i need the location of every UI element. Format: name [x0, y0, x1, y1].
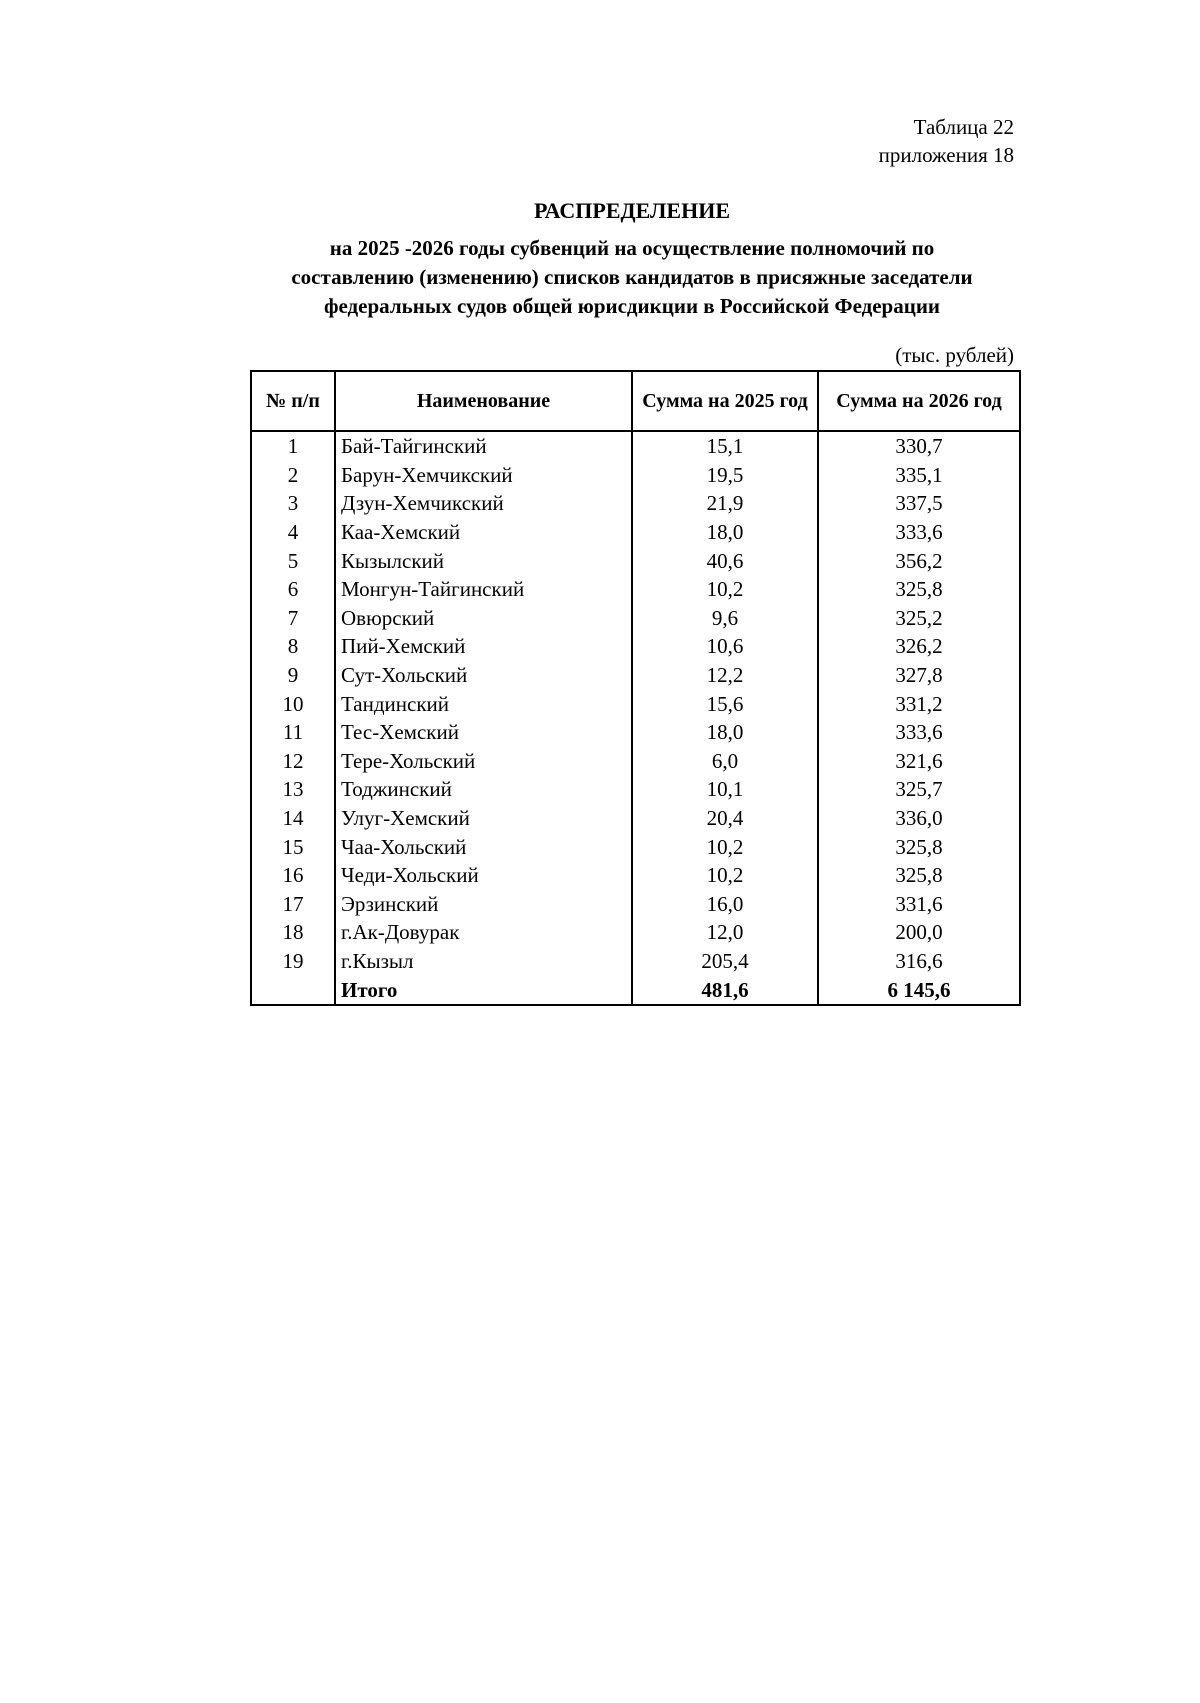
cell-name: г.Ак-Довурак: [335, 918, 632, 947]
cell-num: 7: [251, 604, 335, 633]
cell-sum-2025: 10,6: [632, 632, 818, 661]
cell-sum-2026: 327,8: [818, 661, 1020, 690]
cell-sum-2025: 10,2: [632, 575, 818, 604]
cell-name: Монгун-Тайгинский: [335, 575, 632, 604]
cell-num: 10: [251, 689, 335, 718]
cell-sum-2026: 331,2: [818, 689, 1020, 718]
cell-name: Тандинский: [335, 689, 632, 718]
cell-num: 9: [251, 661, 335, 690]
appendix-label: приложения 18: [878, 143, 1014, 167]
cell-sum-2025: 9,6: [632, 604, 818, 633]
cell-name: Бай-Тайгинский: [335, 431, 632, 461]
cell-num: 8: [251, 632, 335, 661]
cell-sum-2026: 321,6: [818, 747, 1020, 776]
header-sum-2026: Сумма на 2026 год: [818, 371, 1020, 431]
cell-name: Тере-Хольский: [335, 747, 632, 776]
cell-num: 6: [251, 575, 335, 604]
cell-sum-2026: 325,8: [818, 832, 1020, 861]
cell-sum-2026: 333,6: [818, 718, 1020, 747]
subtitle-line-2: составлению (изменению) списков кандидатов в присяжные заседатели: [291, 265, 973, 289]
header-num: № п/п: [251, 371, 335, 431]
cell-num: 17: [251, 890, 335, 919]
cell-sum-2025: 18,0: [632, 518, 818, 547]
cell-name: Тоджинский: [335, 775, 632, 804]
total-sum-2025: 481,6: [632, 975, 818, 1005]
cell-num: 18: [251, 918, 335, 947]
table-row: [251, 861, 1020, 890]
cell-sum-2026: 330,7: [818, 431, 1020, 461]
cell-num: 5: [251, 546, 335, 575]
cell-sum-2025: 12,2: [632, 661, 818, 690]
table-header-row: [251, 371, 1020, 431]
cell-name: Пий-Хемский: [335, 632, 632, 661]
cell-name: Кызылский: [335, 546, 632, 575]
subtitle-line-1: на 2025 -2026 годы субвенций на осуществление полномочий по: [329, 236, 935, 260]
header-name: Наименование: [335, 371, 632, 431]
cell-num: 3: [251, 489, 335, 518]
cell-sum-2026: 356,2: [818, 546, 1020, 575]
cell-num: 19: [251, 947, 335, 976]
cell-sum-2025: 10,2: [632, 861, 818, 890]
table-row: [251, 832, 1020, 861]
cell-name: Улуг-Хемский: [335, 804, 632, 833]
cell-sum-2026: 325,8: [818, 575, 1020, 604]
table-row: [251, 461, 1020, 490]
cell-name: Эрзинский: [335, 890, 632, 919]
cell-name: Каа-Хемский: [335, 518, 632, 547]
cell-sum-2025: 16,0: [632, 890, 818, 919]
cell-name: Сут-Хольский: [335, 661, 632, 690]
cell-sum-2025: 10,1: [632, 775, 818, 804]
table-row: [251, 431, 1020, 461]
cell-name: Дзун-Хемчикский: [335, 489, 632, 518]
cell-sum-2026: 325,2: [818, 604, 1020, 633]
total-label: Итого: [335, 975, 632, 1005]
table-label: Таблица 22: [913, 115, 1014, 139]
cell-sum-2025: 18,0: [632, 718, 818, 747]
cell-sum-2026: 325,7: [818, 775, 1020, 804]
cell-num: 15: [251, 832, 335, 861]
cell-sum-2025: 12,0: [632, 918, 818, 947]
header-sum-2025: Сумма на 2025 год: [632, 371, 818, 431]
cell-num: 16: [251, 861, 335, 890]
cell-sum-2026: 326,2: [818, 632, 1020, 661]
units-label: (тыс. рублей): [895, 343, 1014, 367]
cell-name: Чаа-Хольский: [335, 832, 632, 861]
table-row: [251, 489, 1020, 518]
cell-sum-2025: 21,9: [632, 489, 818, 518]
table-row: [251, 689, 1020, 718]
cell-sum-2025: 205,4: [632, 947, 818, 976]
table-row: [251, 747, 1020, 776]
total-num: [251, 975, 335, 1005]
cell-num: 13: [251, 775, 335, 804]
cell-name: г.Кызыл: [335, 947, 632, 976]
table-row: [251, 575, 1020, 604]
table-row: [251, 804, 1020, 833]
document-heading: РАСПРЕДЕЛЕНИЕ: [533, 198, 730, 223]
cell-name: Барун-Хемчикский: [335, 461, 632, 490]
cell-sum-2025: 6,0: [632, 747, 818, 776]
cell-num: 12: [251, 747, 335, 776]
distribution-table: [250, 370, 1021, 1006]
cell-sum-2025: 10,2: [632, 832, 818, 861]
document-subtitle: [240, 234, 1024, 321]
table-row: [251, 918, 1020, 947]
cell-name: Тес-Хемский: [335, 718, 632, 747]
cell-sum-2025: 15,6: [632, 689, 818, 718]
cell-sum-2025: 15,1: [632, 431, 818, 461]
cell-sum-2025: 19,5: [632, 461, 818, 490]
table-row: [251, 604, 1020, 633]
subtitle-line-3: федеральных судов общей юрисдикции в Российской Федерации: [323, 294, 941, 318]
table-row: [251, 661, 1020, 690]
cell-sum-2026: 316,6: [818, 947, 1020, 976]
cell-num: 14: [251, 804, 335, 833]
cell-sum-2026: 336,0: [818, 804, 1020, 833]
table-row: [251, 632, 1020, 661]
table-row: [251, 890, 1020, 919]
cell-name: Чеди-Хольский: [335, 861, 632, 890]
table-row: [251, 775, 1020, 804]
table-row: [251, 518, 1020, 547]
cell-num: 1: [251, 431, 335, 461]
table-row: [251, 718, 1020, 747]
total-row: [251, 975, 1020, 1005]
cell-sum-2026: 337,5: [818, 489, 1020, 518]
cell-sum-2025: 20,4: [632, 804, 818, 833]
total-sum-2026: 6 145,6: [818, 975, 1020, 1005]
cell-sum-2026: 331,6: [818, 890, 1020, 919]
cell-sum-2026: 325,8: [818, 861, 1020, 890]
table-row: [251, 947, 1020, 976]
cell-num: 11: [251, 718, 335, 747]
table-reference: [879, 113, 1014, 169]
cell-sum-2026: 335,1: [818, 461, 1020, 490]
cell-sum-2025: 40,6: [632, 546, 818, 575]
table-row: [251, 546, 1020, 575]
table-body: [251, 431, 1020, 1005]
cell-sum-2026: 200,0: [818, 918, 1020, 947]
cell-num: 2: [251, 461, 335, 490]
cell-sum-2026: 333,6: [818, 518, 1020, 547]
cell-num: 4: [251, 518, 335, 547]
cell-name: Овюрский: [335, 604, 632, 633]
